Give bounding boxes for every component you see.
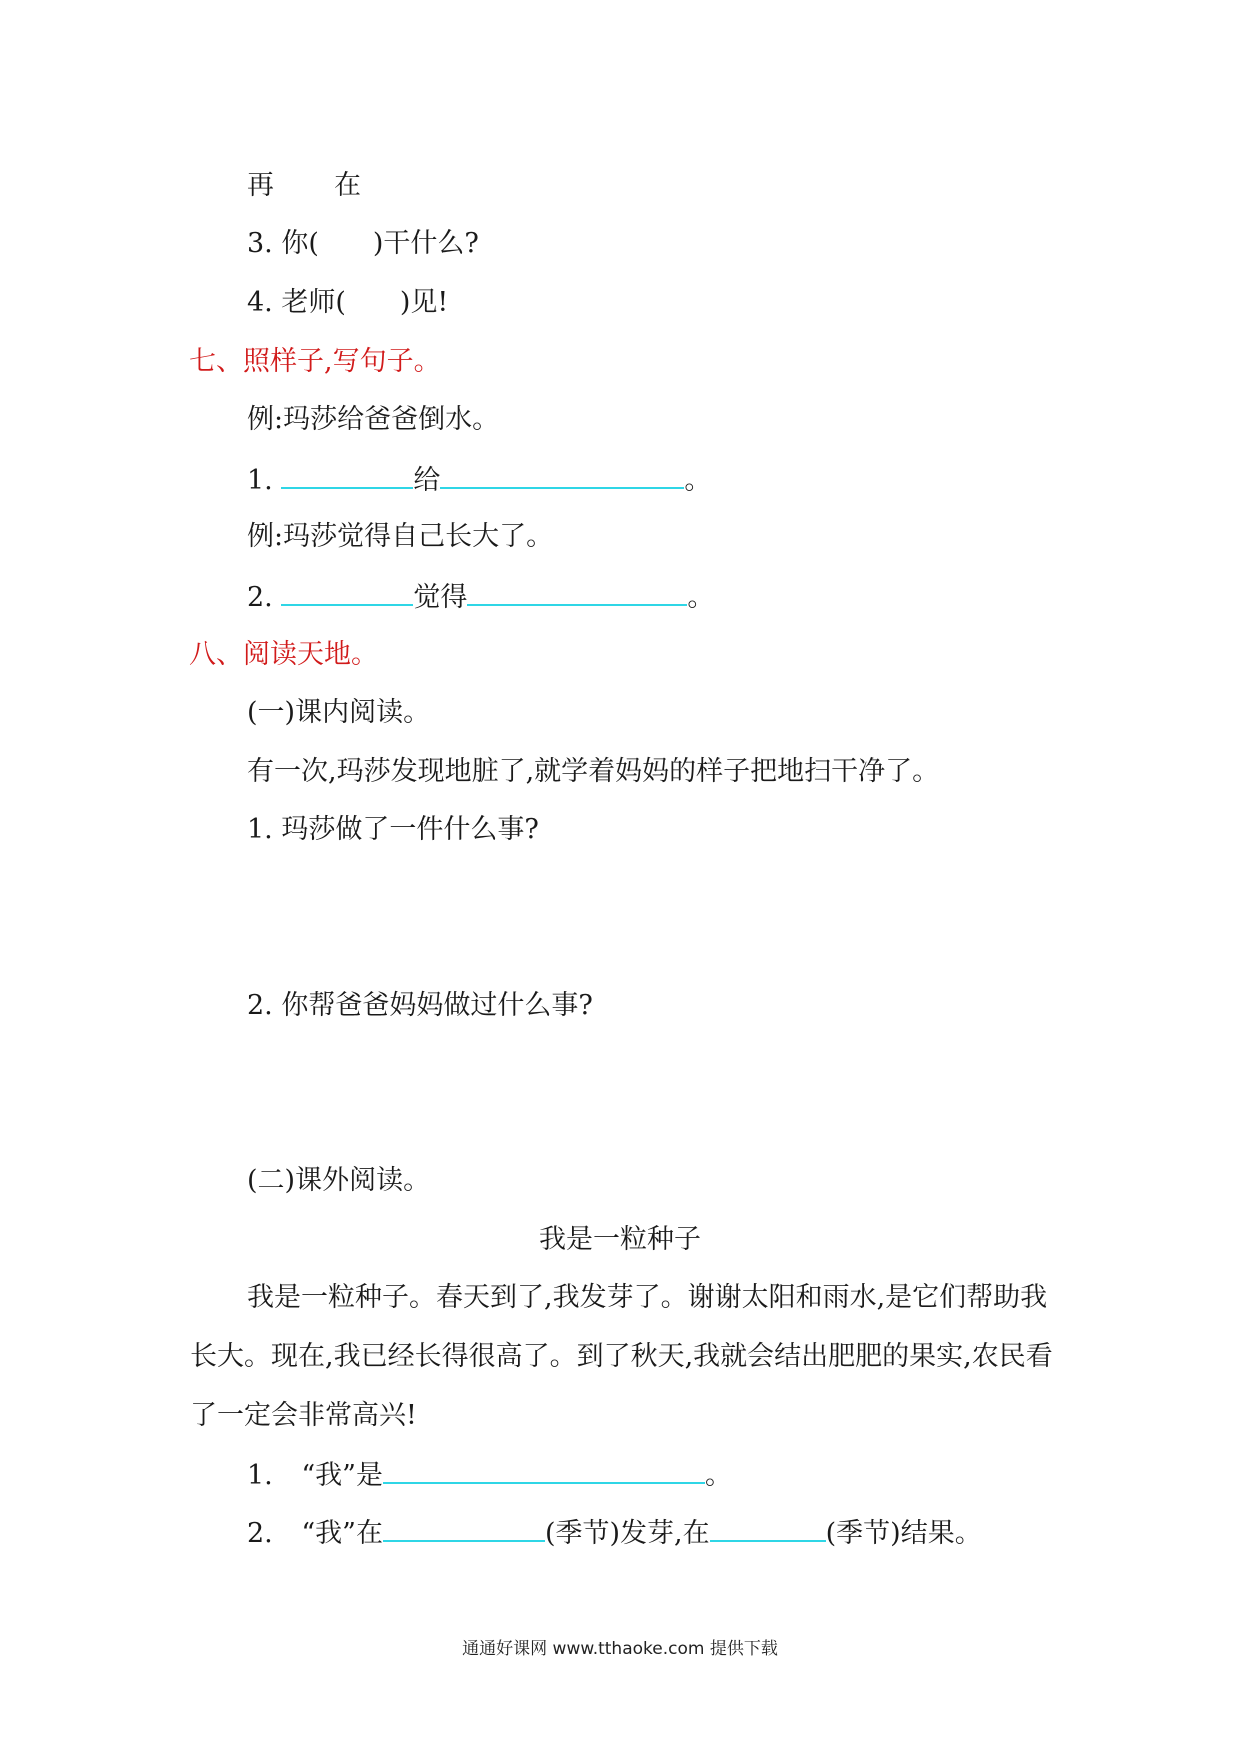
question-3-suffix: )干什么?: [372, 228, 479, 259]
question-4-prefix: 4. 老师(: [247, 287, 346, 318]
section-7-heading: 七、照样子,写句子。: [189, 346, 441, 377]
answer-blank[interactable]: [440, 461, 684, 489]
question-text: “我”是: [301, 1460, 383, 1491]
part-2-question-1: [247, 1456, 732, 1494]
part-2-question-2: [247, 1514, 982, 1552]
answer-blank[interactable]: [467, 578, 687, 606]
question-3: [247, 226, 479, 262]
answer-blank[interactable]: [281, 578, 413, 606]
sentence-item-1: [247, 461, 711, 499]
part-1-label: (一)课内阅读。: [247, 697, 431, 728]
period: 。: [704, 1460, 732, 1491]
sentence-item-2: [247, 578, 714, 616]
word-option-zai: 在: [334, 170, 361, 201]
question-text: “我”在: [301, 1518, 383, 1549]
period: 。: [684, 465, 712, 496]
reading-passage: 我是一粒种子。春天到了,我发芽了。谢谢太阳和雨水,是它们帮助我长大。现在,我已经长得很高了。到了秋天,我就会结出肥肥的果实,农民看了一定会非常高兴!: [190, 1282, 1053, 1431]
example-1: 例:玛莎给爸爸倒水。: [247, 404, 500, 435]
item-number: 1.: [247, 465, 273, 496]
question-3-prefix: 3. 你(: [247, 228, 319, 259]
section-8-heading: 八、阅读天地。: [189, 639, 378, 670]
part-1-question-1: 1. 玛莎做了一件什么事?: [247, 814, 539, 845]
item-number: 2.: [247, 1518, 273, 1549]
keyword-juede: 觉得: [413, 582, 468, 613]
period: 。: [687, 582, 715, 613]
season-hint-1: (季节)发芽,在: [544, 1518, 710, 1549]
answer-blank[interactable]: [281, 461, 413, 489]
item-number: 1.: [247, 1460, 273, 1491]
example-2: 例:玛莎觉得自己长大了。: [247, 521, 554, 552]
season-hint-2: (季节)结果。: [825, 1518, 982, 1549]
question-4: [247, 285, 448, 321]
answer-blank[interactable]: [383, 1456, 705, 1484]
item-number: 2.: [247, 582, 273, 613]
part-2-label: (二)课外阅读。: [247, 1165, 431, 1196]
answer-blank[interactable]: [383, 1514, 545, 1542]
part-1-passage: 有一次,玛莎发现地脏了,就学着妈妈的样子把地扫干净了。: [247, 756, 940, 787]
footer-credit: 通通好课网 www.tthaoke.com 提供下载: [462, 1639, 778, 1659]
part-1-question-2: 2. 你帮爸爸妈妈做过什么事?: [247, 990, 593, 1021]
answer-blank[interactable]: [710, 1514, 826, 1542]
reading-title: 我是一粒种子: [539, 1224, 701, 1255]
word-option-zai4: 再: [247, 170, 274, 201]
keyword-gei: 给: [413, 465, 441, 496]
question-4-suffix: )见!: [399, 287, 449, 318]
